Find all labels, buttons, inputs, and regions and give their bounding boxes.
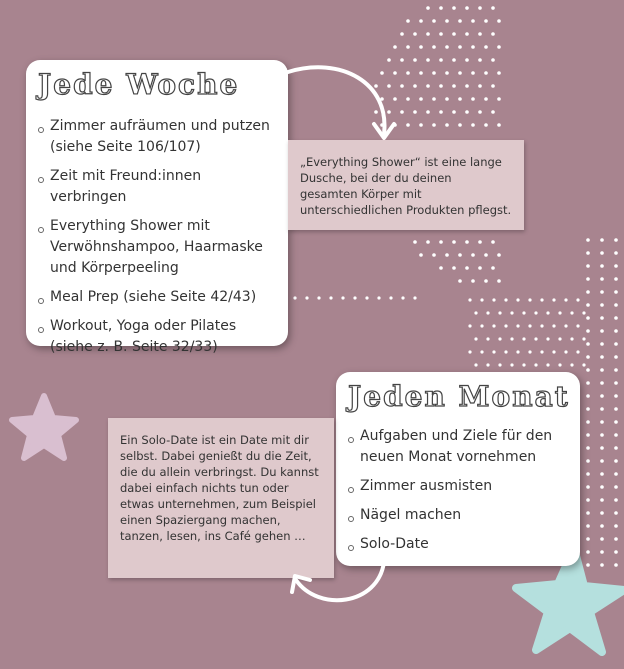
dot — [600, 407, 604, 411]
dot — [492, 298, 495, 301]
list-item: Solo-Date — [348, 534, 574, 555]
dot — [586, 329, 590, 333]
dot — [600, 290, 604, 294]
dot — [439, 266, 443, 270]
dot — [393, 45, 397, 49]
dot — [465, 266, 469, 270]
dot — [586, 498, 590, 502]
dot — [478, 84, 482, 88]
monthly-note: Ein Solo-Date ist ein Date mit dir selbst. Dabei genießt du die Zeit, die du allein verbringst. Du kannst dabei einfach nichts tun oder etwas unternehmen, zum Beispiel einen Spaziergang machen, tanzen, lesen, ins Café gehen … — [108, 418, 334, 578]
dot — [586, 524, 590, 528]
list-item: Zimmer aufräumen und putzen (siehe Seite 106/107) — [38, 116, 278, 158]
curved-arrow-icon — [280, 62, 410, 148]
dot — [426, 110, 430, 114]
dot — [492, 350, 495, 353]
dot — [465, 240, 469, 244]
dot — [614, 238, 618, 242]
dot — [491, 84, 495, 88]
dot — [471, 253, 475, 257]
dot — [497, 19, 501, 23]
dot — [600, 472, 604, 476]
dot — [552, 350, 555, 353]
dot — [600, 238, 604, 242]
dot — [614, 459, 618, 463]
dot — [600, 277, 604, 281]
dot — [522, 363, 525, 366]
dot — [586, 420, 590, 424]
dot — [452, 84, 456, 88]
dot — [614, 485, 618, 489]
dot — [614, 264, 618, 268]
dot — [600, 433, 604, 437]
dot — [600, 485, 604, 489]
dot — [614, 511, 618, 515]
dot — [586, 290, 590, 294]
dot — [426, 32, 430, 36]
dot — [458, 71, 462, 75]
dot — [510, 363, 513, 366]
dot — [614, 290, 618, 294]
dot — [486, 311, 489, 314]
dot — [471, 97, 475, 101]
dot — [426, 84, 430, 88]
dot — [480, 350, 483, 353]
weekly-card — [26, 60, 288, 355]
dot — [458, 253, 462, 257]
dot — [491, 240, 495, 244]
weekly-title: Jede Woche — [38, 68, 240, 101]
dot — [540, 298, 543, 301]
dot — [546, 337, 549, 340]
dot — [586, 264, 590, 268]
dot — [439, 110, 443, 114]
dot — [586, 394, 590, 398]
dot — [586, 238, 590, 242]
dot — [497, 253, 501, 257]
monthly-list — [348, 426, 574, 563]
dot — [576, 324, 579, 327]
dot — [480, 324, 483, 327]
dot — [540, 324, 543, 327]
dot — [365, 296, 368, 299]
dot — [510, 311, 513, 314]
dot — [480, 298, 483, 301]
dot — [498, 311, 501, 314]
dot — [614, 394, 618, 398]
dot — [458, 97, 462, 101]
list-item: Nägel machen — [348, 505, 574, 526]
dot — [458, 123, 462, 127]
dot — [445, 123, 449, 127]
dot — [600, 511, 604, 515]
monthly-title: Jeden Monat — [348, 380, 570, 413]
dot — [419, 19, 423, 23]
dot — [558, 363, 561, 366]
dot — [586, 368, 590, 372]
dot — [582, 337, 585, 340]
dot — [586, 355, 590, 359]
dot — [586, 485, 590, 489]
pink-star-icon — [8, 392, 80, 464]
dot — [413, 32, 417, 36]
dot — [614, 303, 618, 307]
dot — [600, 355, 604, 359]
dot — [600, 524, 604, 528]
dot — [452, 240, 456, 244]
dot — [497, 123, 501, 127]
dot — [484, 71, 488, 75]
dot — [406, 45, 410, 49]
dot — [432, 253, 436, 257]
dot — [419, 71, 423, 75]
dot — [465, 84, 469, 88]
dot — [474, 363, 477, 366]
dot — [474, 337, 477, 340]
dot — [586, 342, 590, 346]
dot — [439, 6, 443, 10]
dot — [540, 350, 543, 353]
dot — [497, 279, 501, 283]
weekly-note: „Everything Shower“ ist eine lange Dusche, bei der du deinen gesamten Körper mit unterschiedlichen Produkten pflegst. — [288, 140, 524, 230]
dot — [492, 324, 495, 327]
dot — [600, 381, 604, 385]
dot — [600, 316, 604, 320]
dot — [564, 324, 567, 327]
dot — [458, 45, 462, 49]
dot — [600, 303, 604, 307]
dot — [445, 45, 449, 49]
dot — [614, 420, 618, 424]
dot — [546, 311, 549, 314]
dot — [419, 45, 423, 49]
dot — [465, 32, 469, 36]
dot — [419, 123, 423, 127]
dot — [413, 296, 416, 299]
dot — [484, 253, 488, 257]
dot — [522, 311, 525, 314]
dot — [504, 324, 507, 327]
dot — [445, 253, 449, 257]
dot — [468, 298, 471, 301]
dot — [465, 58, 469, 62]
dot — [564, 350, 567, 353]
dot — [439, 84, 443, 88]
dot — [586, 251, 590, 255]
dot — [570, 363, 573, 366]
dot — [353, 296, 356, 299]
dot — [614, 472, 618, 476]
dot — [471, 45, 475, 49]
dot — [614, 251, 618, 255]
dot — [564, 298, 567, 301]
dot — [600, 394, 604, 398]
dot — [516, 350, 519, 353]
dot — [419, 253, 423, 257]
dot — [614, 329, 618, 333]
dot — [452, 32, 456, 36]
dot — [432, 123, 436, 127]
dot — [491, 6, 495, 10]
dot — [439, 58, 443, 62]
dot — [432, 45, 436, 49]
dot — [484, 45, 488, 49]
dot — [471, 19, 475, 23]
dot — [401, 296, 404, 299]
dot — [534, 311, 537, 314]
dot — [528, 350, 531, 353]
dot — [474, 311, 477, 314]
dot — [452, 266, 456, 270]
dot — [413, 110, 417, 114]
dot — [586, 316, 590, 320]
dot — [586, 459, 590, 463]
dot — [341, 296, 344, 299]
dot — [497, 97, 501, 101]
dot — [484, 97, 488, 101]
dot — [468, 324, 471, 327]
dot — [471, 71, 475, 75]
dot — [413, 84, 417, 88]
list-item: Zeit mit Freund:innen verbringen — [38, 166, 278, 208]
dot — [528, 324, 531, 327]
dot — [586, 381, 590, 385]
dot — [586, 303, 590, 307]
dot — [510, 337, 513, 340]
dot — [600, 329, 604, 333]
dot — [614, 446, 618, 450]
dot — [491, 58, 495, 62]
dot — [614, 316, 618, 320]
dot — [377, 296, 380, 299]
dot — [582, 311, 585, 314]
dot — [468, 350, 471, 353]
dot — [426, 6, 430, 10]
dot — [614, 342, 618, 346]
dot — [465, 110, 469, 114]
dot — [576, 298, 579, 301]
curved-arrow-icon — [288, 552, 398, 612]
dot — [445, 71, 449, 75]
dot — [516, 324, 519, 327]
dot — [600, 368, 604, 372]
dot — [516, 298, 519, 301]
list-item: Aufgaben und Ziele für den neuen Monat vornehmen — [348, 426, 574, 468]
dot — [614, 355, 618, 359]
dot — [614, 368, 618, 372]
dot — [400, 32, 404, 36]
dot — [600, 420, 604, 424]
dot — [439, 240, 443, 244]
dot — [614, 524, 618, 528]
dot — [586, 446, 590, 450]
dot — [586, 277, 590, 281]
dot — [486, 337, 489, 340]
dot — [471, 279, 475, 283]
dot — [458, 279, 462, 283]
dot — [484, 19, 488, 23]
dot — [419, 97, 423, 101]
dot — [600, 537, 604, 541]
dot — [498, 363, 501, 366]
dot — [614, 498, 618, 502]
dot — [491, 110, 495, 114]
list-item: Zimmer ausmisten — [348, 476, 574, 497]
dot — [504, 298, 507, 301]
dot — [389, 296, 392, 299]
dot — [552, 298, 555, 301]
dot — [600, 498, 604, 502]
dot — [439, 32, 443, 36]
dot — [317, 296, 320, 299]
dot — [486, 363, 489, 366]
dot — [478, 110, 482, 114]
dot — [600, 459, 604, 463]
dot — [478, 58, 482, 62]
dot — [586, 511, 590, 515]
dot — [413, 58, 417, 62]
dot — [576, 350, 579, 353]
dot — [552, 324, 555, 327]
dot — [491, 266, 495, 270]
dot — [445, 97, 449, 101]
list-item: Workout, Yoga oder Pilates (siehe z. B. Seite 32/33) — [38, 316, 278, 358]
dot — [432, 19, 436, 23]
dot — [484, 279, 488, 283]
dot — [478, 6, 482, 10]
dot — [413, 240, 417, 244]
dot — [497, 71, 501, 75]
dot — [432, 97, 436, 101]
dot — [452, 6, 456, 10]
weekly-list — [38, 116, 278, 366]
dot — [305, 296, 308, 299]
dot — [458, 19, 462, 23]
list-item: Meal Prep (siehe Seite 42/43) — [38, 287, 278, 308]
dot — [426, 58, 430, 62]
dot — [614, 381, 618, 385]
dot — [600, 342, 604, 346]
dot — [586, 407, 590, 411]
dot — [600, 251, 604, 255]
dot — [478, 32, 482, 36]
dot — [406, 19, 410, 23]
dot — [546, 363, 549, 366]
monthly-card — [336, 372, 580, 566]
dot — [558, 311, 561, 314]
dot — [534, 363, 537, 366]
dot — [452, 58, 456, 62]
dot — [522, 337, 525, 340]
dot — [484, 123, 488, 127]
dot — [329, 296, 332, 299]
dot — [614, 407, 618, 411]
dot — [614, 537, 618, 541]
dot — [426, 240, 430, 244]
dot — [471, 123, 475, 127]
dot — [570, 337, 573, 340]
dot — [465, 6, 469, 10]
dot — [614, 433, 618, 437]
dot — [614, 277, 618, 281]
dot — [432, 71, 436, 75]
dot — [491, 32, 495, 36]
dot — [293, 296, 296, 299]
dot — [558, 337, 561, 340]
dot — [586, 472, 590, 476]
dot — [586, 537, 590, 541]
list-item: Everything Shower mit Verwöhnshampoo, Haarmaske und Körperpeeling — [38, 216, 278, 279]
dot — [445, 19, 449, 23]
dot — [586, 433, 590, 437]
dot — [600, 264, 604, 268]
dot — [570, 311, 573, 314]
dot — [452, 110, 456, 114]
dot — [534, 337, 537, 340]
dot — [478, 240, 482, 244]
dot — [497, 45, 501, 49]
dot — [478, 266, 482, 270]
dot — [528, 298, 531, 301]
dot — [582, 363, 585, 366]
dot — [498, 337, 501, 340]
dot — [600, 446, 604, 450]
dot — [504, 350, 507, 353]
